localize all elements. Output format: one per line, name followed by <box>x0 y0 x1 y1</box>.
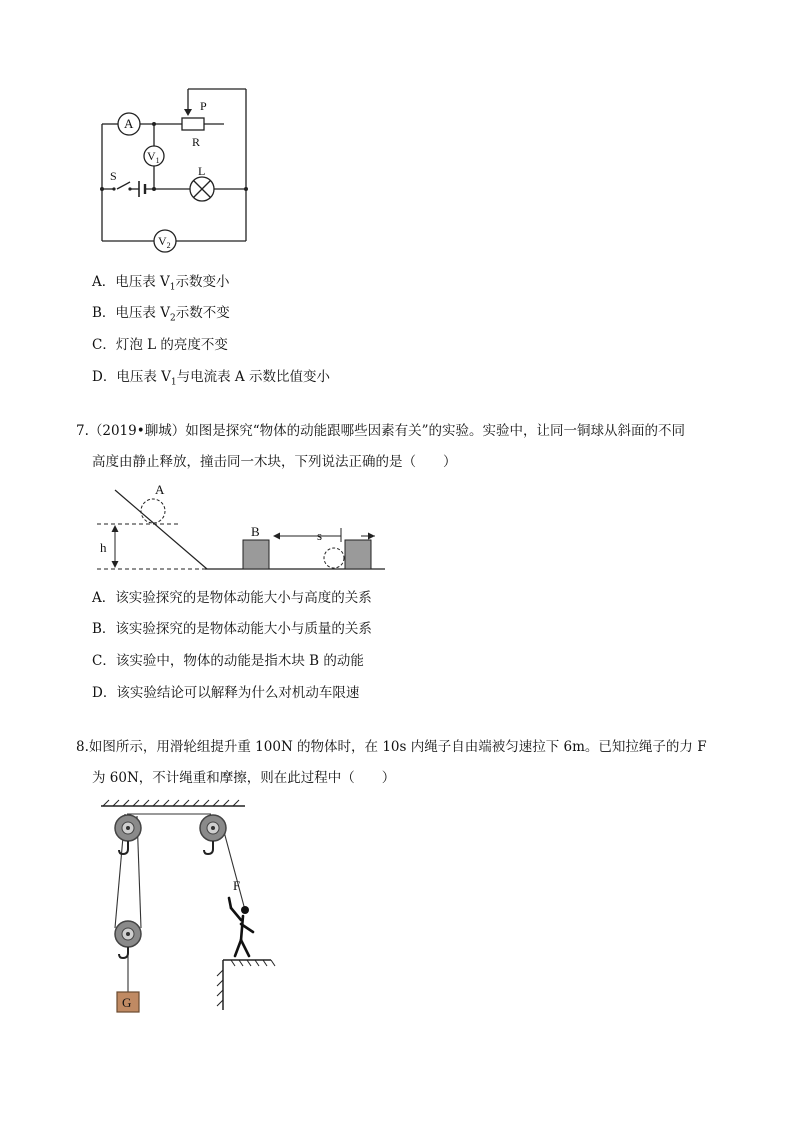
rheostat-label: R <box>192 135 201 149</box>
q7-option-a[interactable]: A．该实验探究的是物体动能大小与高度的关系 <box>92 590 372 606</box>
q6-option-b[interactable]: B．电压表 $V_2$示数不变 <box>92 305 230 324</box>
q7-option-d[interactable]: D．该实验结论可以解释为什么对机动车限速 <box>92 685 360 701</box>
voltmeter-v1-label: $V_1$ <box>147 149 160 165</box>
pulley-system-diagram <box>95 800 285 1020</box>
distance-s-label: s <box>317 528 323 543</box>
q7-stem-line2: 高度由静止释放，撞击同一木块，下列说法正确的是（ ） <box>92 454 457 470</box>
height-h-label: h <box>100 540 107 555</box>
incline-experiment-diagram <box>95 478 395 578</box>
force-f-label: F <box>233 878 241 893</box>
q7-option-b[interactable]: B．该实验探究的是物体动能大小与质量的关系 <box>92 621 372 637</box>
q7-option-c[interactable]: C．该实验中，物体的动能是指木块 B 的动能 <box>92 653 364 669</box>
q7-stem-line1: 7.（2019•聊城）如图是探究“物体的动能跟哪些因素有关”的实验。实验中，让同一铜球从斜面的不同 <box>76 423 686 439</box>
circuit-diagram <box>90 80 260 250</box>
slider-p-label: P <box>200 99 207 113</box>
lamp-label: L <box>198 164 206 178</box>
q6-option-d[interactable]: D．电压表 $V_1$与电流表 A 示数比值变小 <box>92 369 330 388</box>
voltmeter-v2-label: $V_2$ <box>158 234 171 250</box>
q6-option-c[interactable]: C．灯泡 L 的亮度不变 <box>92 337 228 353</box>
ball-a-label: A <box>155 482 165 497</box>
q8-stem-line2: 为 60N，不计绳重和摩擦，则在此过程中（ ） <box>92 770 396 786</box>
q6-option-a[interactable]: A．电压表 $V_1$示数变小 <box>92 274 230 293</box>
q8-stem-line1: 8.如图所示，用滑轮组提升重 100N 的物体时，在 10s 内绳子自由端被匀速拉下 6m。已知拉绳子的力 F <box>76 739 707 755</box>
switch-label: S <box>110 169 117 183</box>
weight-g-label: G <box>122 995 132 1010</box>
block-b-label: B <box>251 524 260 539</box>
ammeter-label: A <box>124 116 134 131</box>
